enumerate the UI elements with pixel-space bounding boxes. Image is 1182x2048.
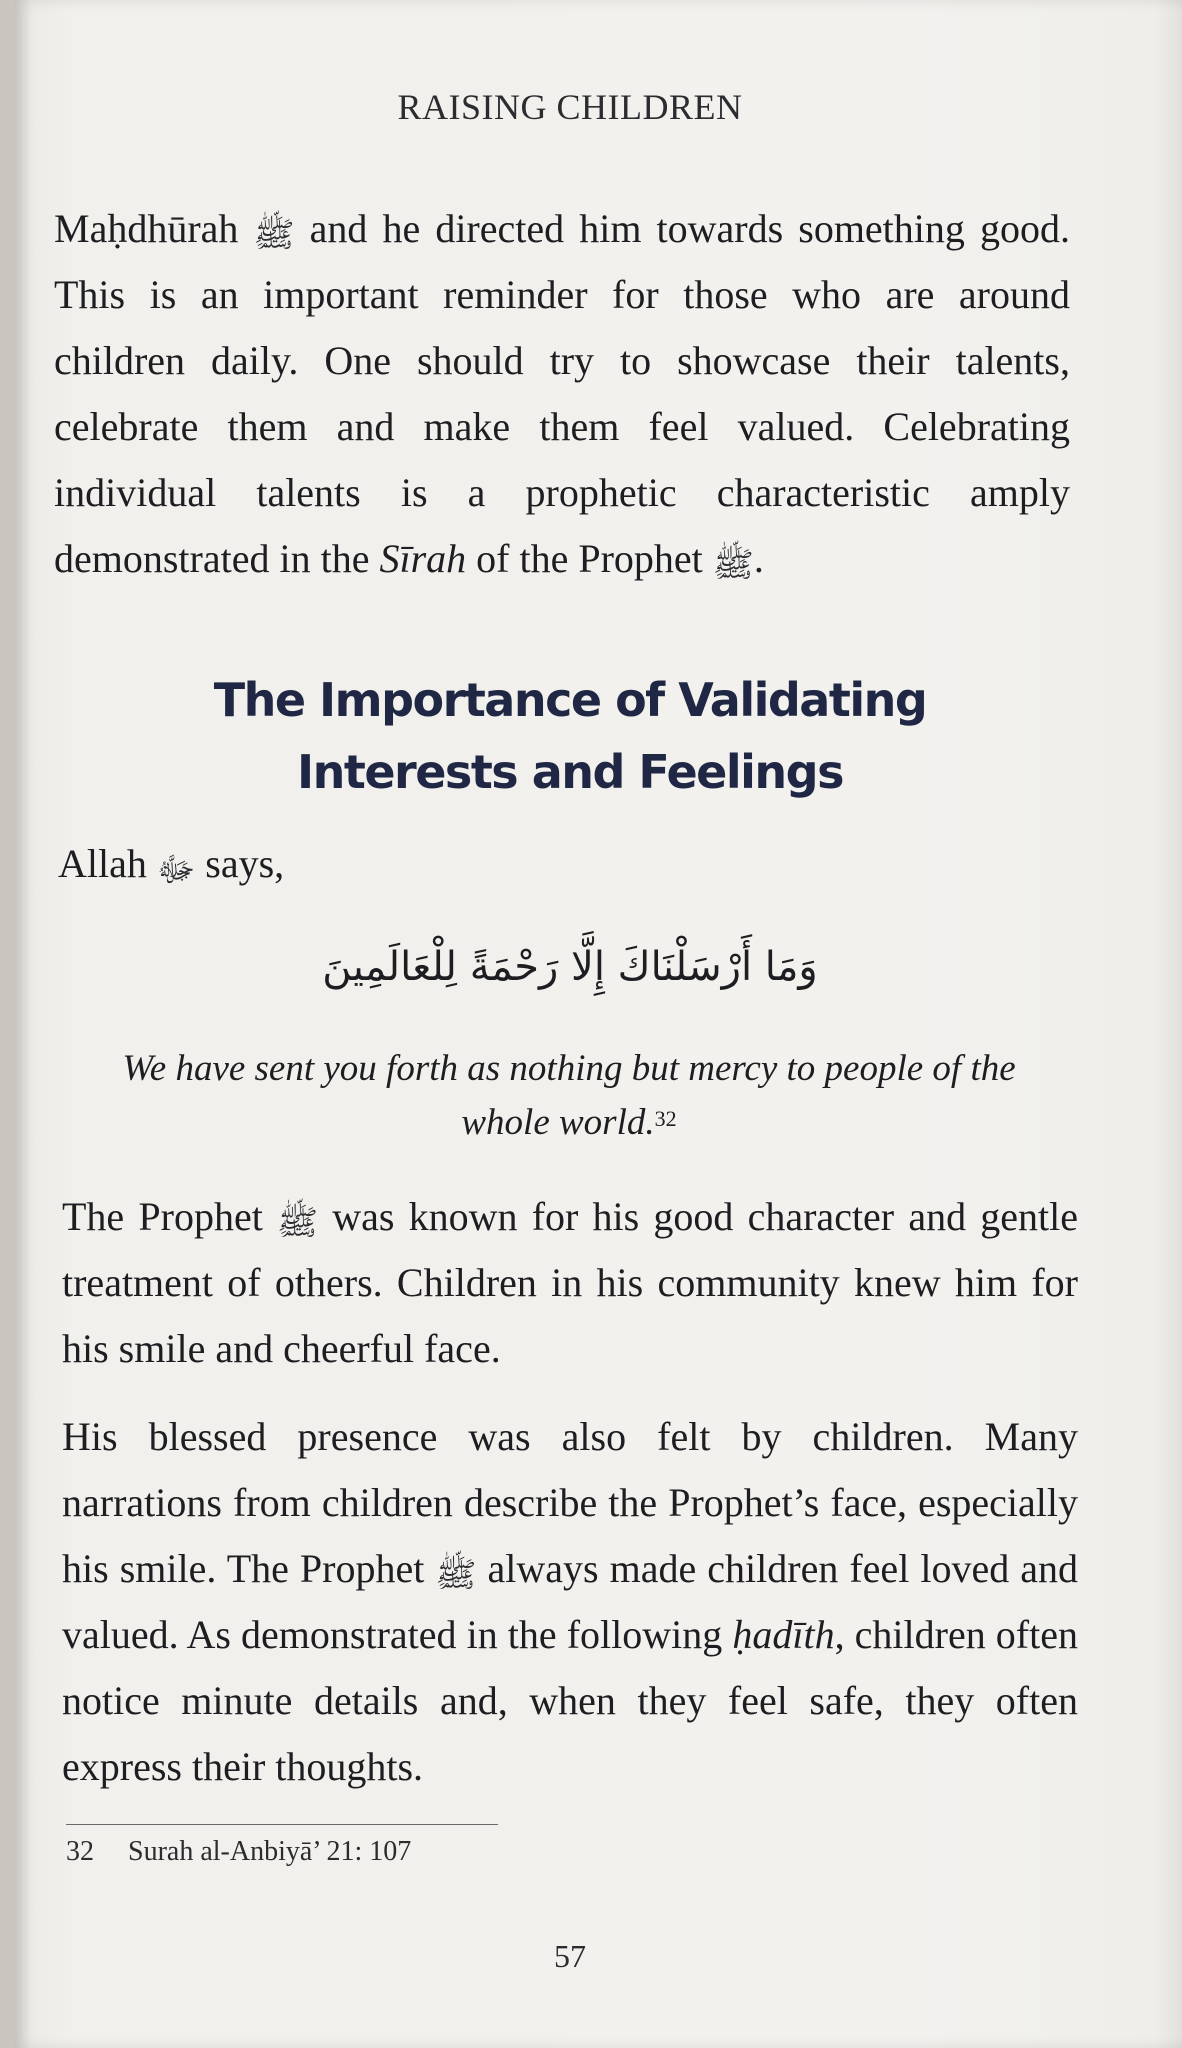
honorific-symbol: ﷻ bbox=[156, 850, 196, 890]
para3-text-a: The Prophet bbox=[62, 1194, 277, 1239]
heading-line-1: The Importance of Validating bbox=[213, 673, 927, 727]
book-page bbox=[14, 0, 1182, 2048]
allah-text-b: says, bbox=[195, 841, 285, 886]
para1-text-d: . bbox=[753, 536, 764, 581]
running-head: RAISING CHILDREN bbox=[397, 87, 743, 127]
footnote-divider bbox=[66, 1824, 498, 1825]
allah-text-a: Allah bbox=[58, 841, 157, 886]
page-number: 57 bbox=[554, 1938, 586, 1974]
footnote-number: 32 bbox=[66, 1836, 94, 1867]
footnote-reference: 32 bbox=[654, 1106, 677, 1131]
translation-text: We have sent you forth as nothing but mercy to people of the whole world. bbox=[122, 1048, 1016, 1143]
para4-text-a: His blessed presence was also felt by children. Many narrations from children describe the Prophet’s face, especially his smile. The Prophet bbox=[62, 1414, 1078, 1591]
para4-hadith: ḥadīth bbox=[732, 1612, 835, 1657]
paragraph-presence bbox=[62, 1404, 1078, 1800]
allah-says-line bbox=[58, 840, 285, 890]
honorific-symbol: ﷺ bbox=[435, 1555, 477, 1595]
honorific-symbol: ﷺ bbox=[712, 545, 754, 585]
paragraph-character bbox=[62, 1184, 1078, 1382]
heading-line-2: Interests and Feelings bbox=[297, 745, 843, 799]
verse-translation bbox=[104, 1042, 1034, 1150]
para4-text-b: always made children feel loved and valued. As demonstrated in the following bbox=[62, 1546, 1078, 1657]
section-heading bbox=[14, 664, 1126, 808]
para3-text-b: was known for his good character and gentle treatment of others. Children in his community knew him for his smile and cheerful face. bbox=[62, 1194, 1078, 1371]
paragraph-talents bbox=[54, 196, 1070, 592]
honorific-symbol: ﷺ bbox=[277, 1203, 319, 1243]
para1-text-a: Maḥdhūrah bbox=[54, 206, 254, 251]
footnote bbox=[66, 1836, 411, 1868]
arabic-verse: وَمَا أَرْسَلْنَاكَ إِلَّا رَحْمَةً لِلْعَالَمِينَ bbox=[322, 944, 818, 990]
para1-text-b: and he directed him towards something good. This is an important reminder for those who are around children daily. One should try to showcase their talents, celebrate them and make them feel valued. Celebrating individual talents is a prophetic characteristic amply demonstrated in the bbox=[54, 206, 1070, 581]
honorific-symbol: ﷺ bbox=[253, 215, 295, 255]
para1-sirah: Sīrah bbox=[379, 536, 467, 581]
para1-text-c: of the Prophet bbox=[466, 536, 713, 581]
footnote-text: Surah al-Anbiyā’ 21: 107 bbox=[128, 1836, 412, 1867]
para4-text-c: , children often notice minute details and, when they feel safe, they often express their thoughts. bbox=[62, 1612, 1078, 1789]
